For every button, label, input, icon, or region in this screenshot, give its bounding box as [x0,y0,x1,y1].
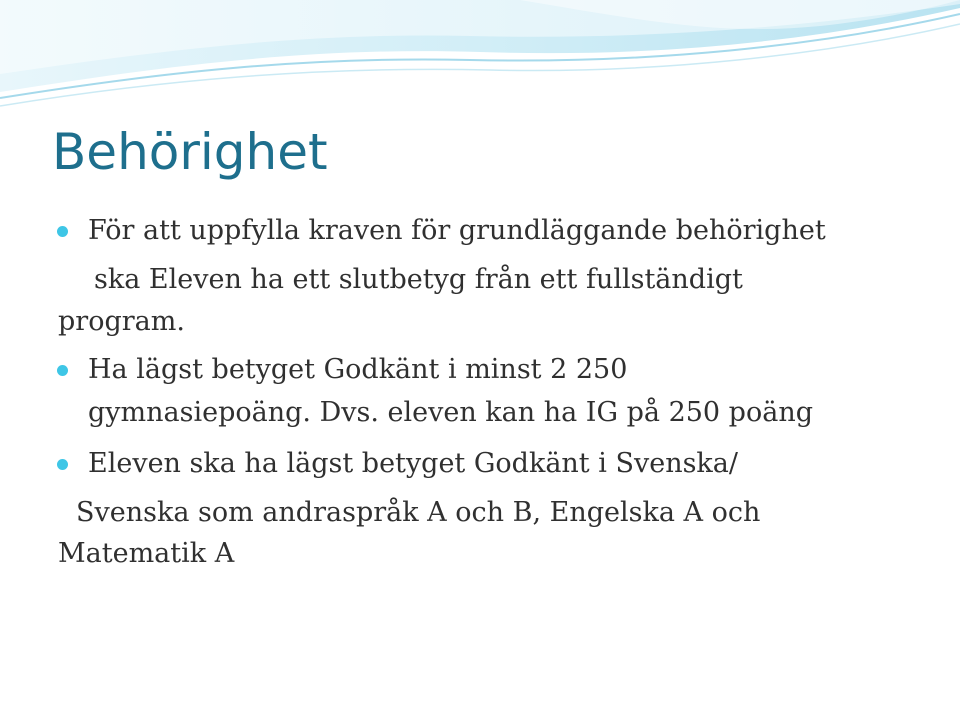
bullet-icon [57,459,68,470]
bullet-icon [57,365,68,376]
bullet-icon [57,226,68,237]
bullet-2-line-1: Ha lägst betyget Godkänt i minst 2 250 [88,354,628,385]
bullet-1-line-3: program. [58,306,185,337]
slide-title: Behörighet [52,123,328,181]
bullet-3-line-3: Matematik A [58,538,235,569]
bullet-2-line-2: gymnasiepoäng. Dvs. eleven kan ha IG på 250 poäng [88,397,813,428]
bullet-3-line-2: Svenska som andraspråk A och B, Engelska A och [76,497,761,528]
bullet-1-line-1: För att uppfylla kraven för grundläggande behörighet [88,215,826,246]
bullet-3-line-1: Eleven ska ha lägst betyget Godkänt i Svenska/ [88,448,738,479]
bullet-1-line-2: ska Eleven ha ett slutbetyg från ett fullständigt [94,264,743,295]
